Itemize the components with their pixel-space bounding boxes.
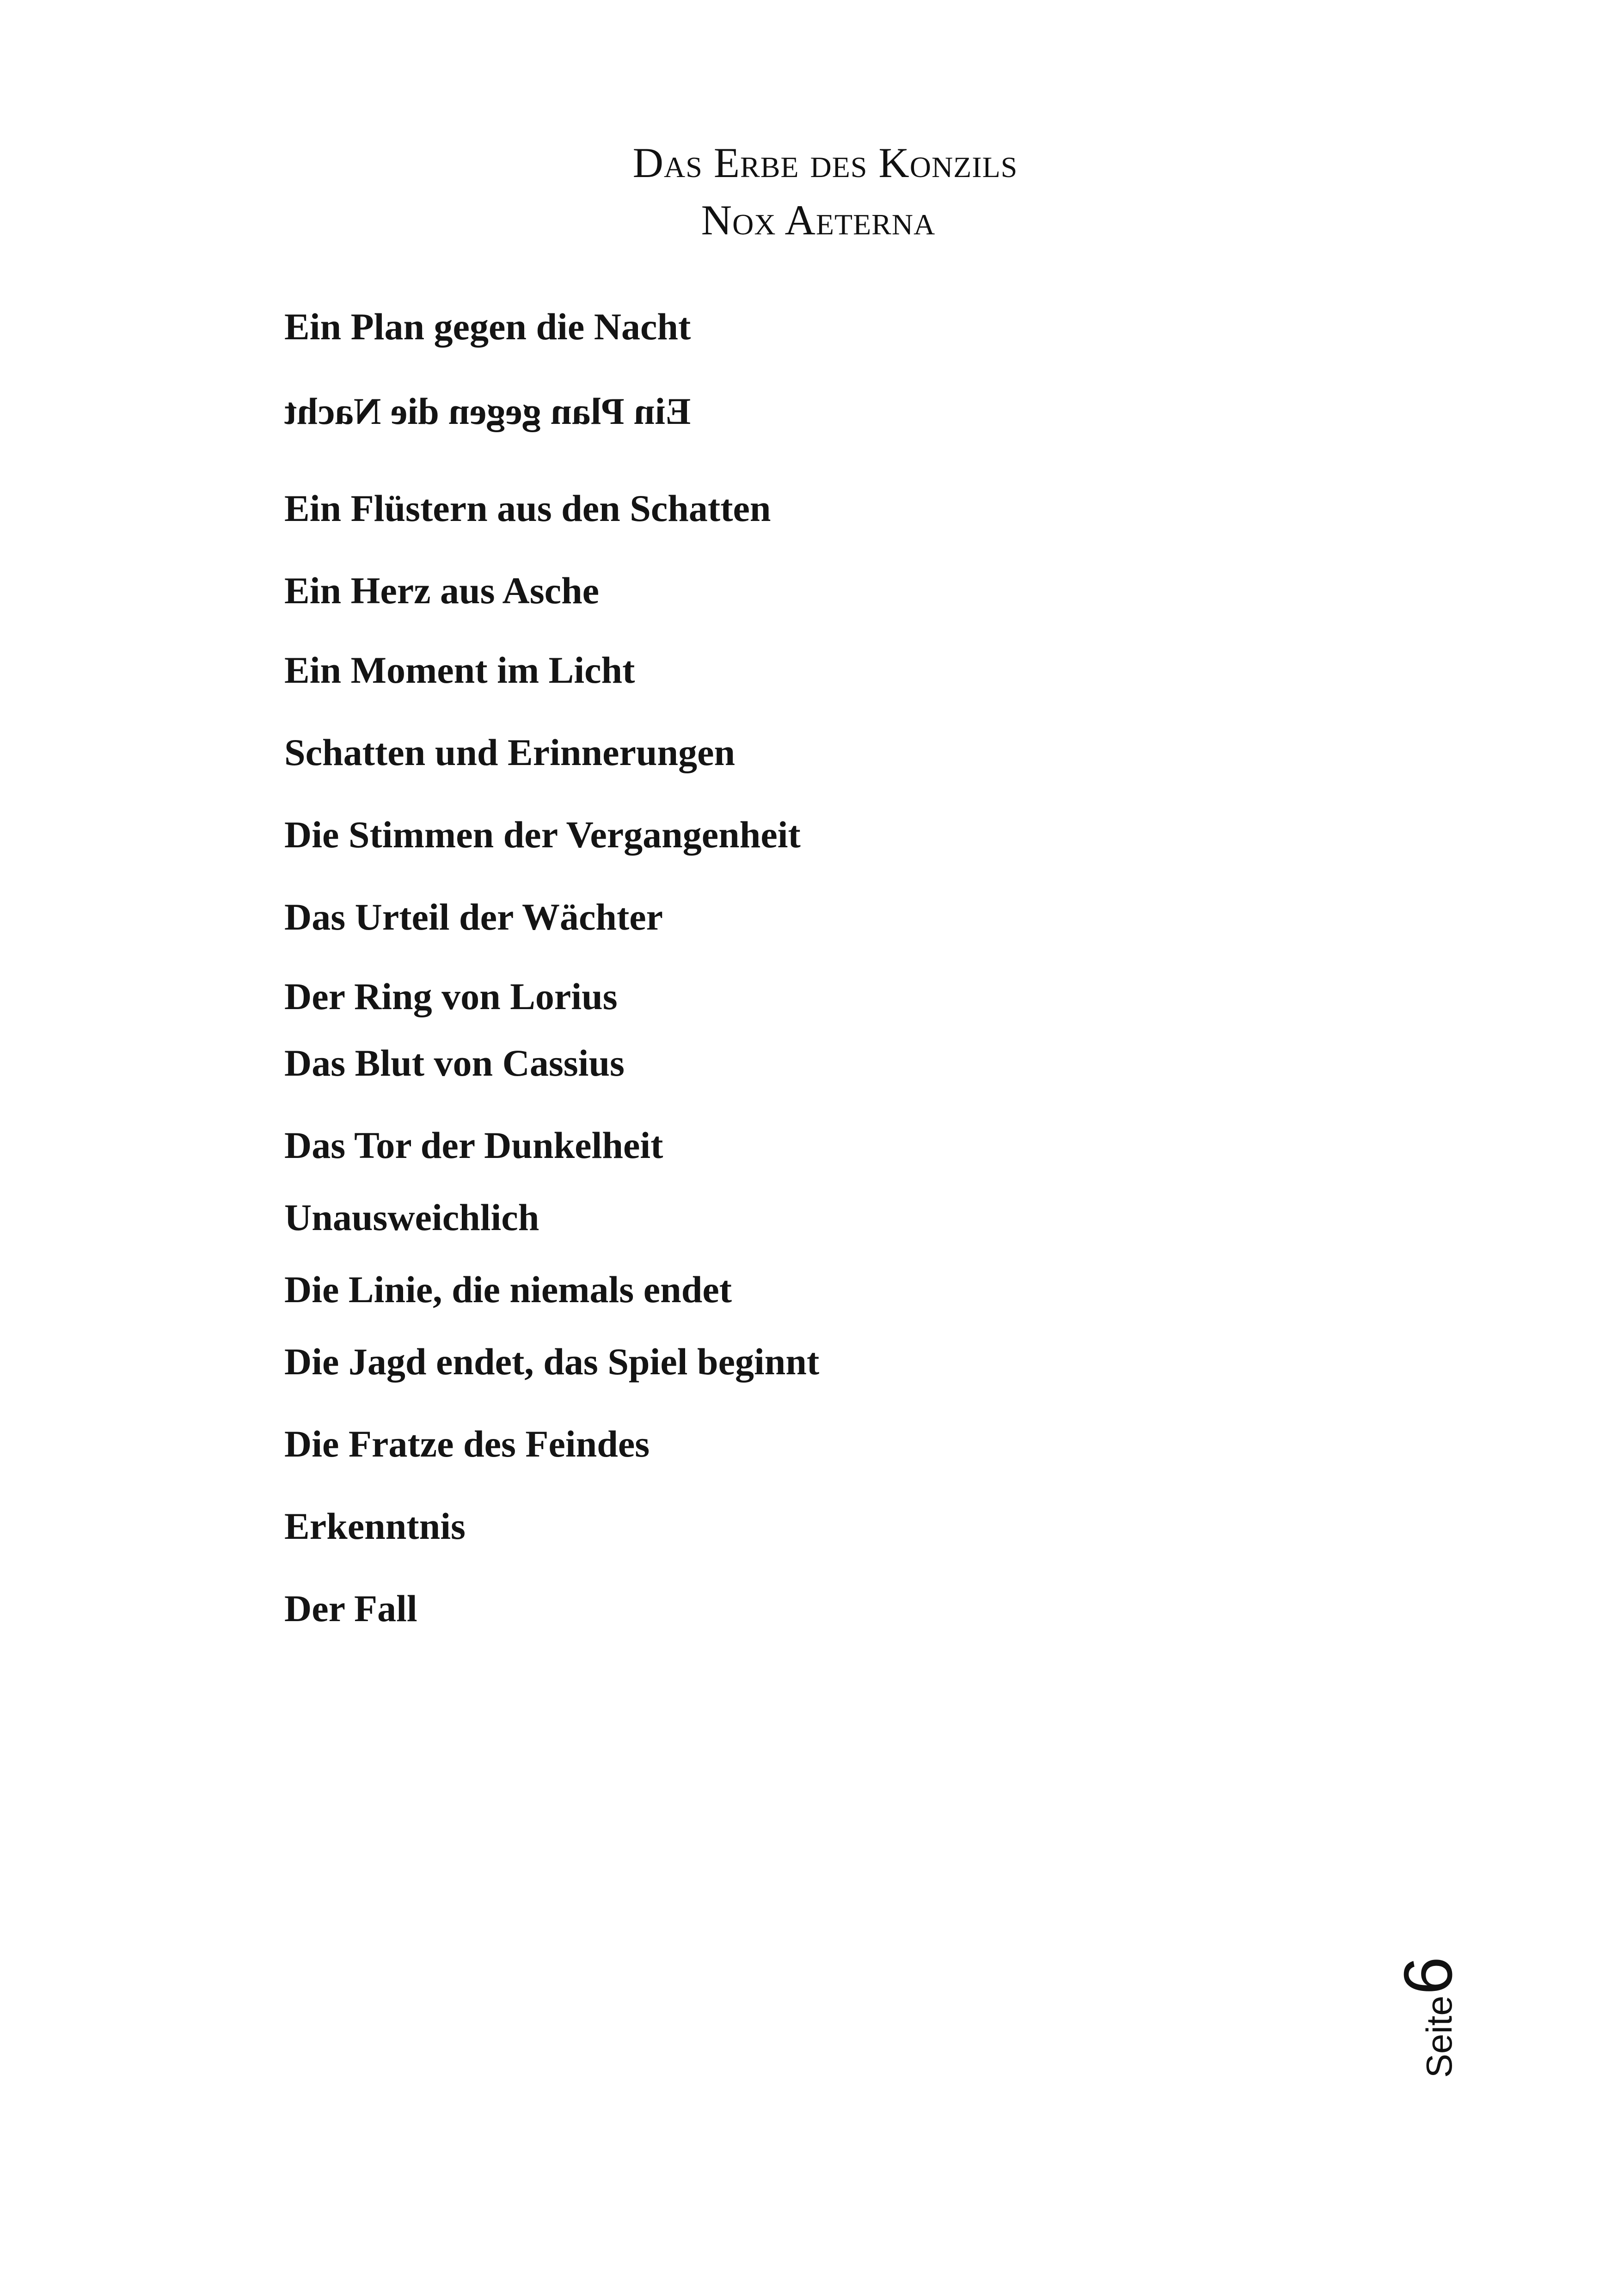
page-number-value: 6 xyxy=(1390,1956,1466,1995)
chapter-title: Unausweichlich xyxy=(284,1196,539,1238)
chapter-title-mirrored xyxy=(284,388,691,435)
chapter-title: Das Blut von Cassius xyxy=(284,1042,625,1084)
chapter-title: Das Tor der Dunkelheit xyxy=(284,1124,663,1166)
chapter-title: Die Stimmen der Vergangenheit xyxy=(284,814,801,856)
page-label: Seite xyxy=(1419,1996,1459,2078)
chapter-title: Der Fall xyxy=(284,1587,417,1629)
chapter-title: Der Ring von Lorius xyxy=(284,975,618,1017)
book-subtitle: Nox Aeterna xyxy=(701,196,936,244)
chapter-title: Die Fratze des Feindes xyxy=(284,1423,650,1465)
book-header xyxy=(0,134,1618,249)
chapter-title: Die Linie, die niemals endet xyxy=(284,1268,732,1310)
chapter-title: Ein Plan gegen die Nacht xyxy=(284,306,691,348)
chapter-title: Ein Moment im Licht xyxy=(284,649,635,691)
page-number xyxy=(1389,1870,1528,2078)
chapter-title: Die Jagd endet, das Spiel beginnt xyxy=(284,1341,820,1383)
chapter-title: Ein Flüstern aus den Schatten xyxy=(284,487,771,529)
chapter-title: Schatten und Erinnerungen xyxy=(284,731,735,773)
mirrored-text: Ein Plan gegen die Nacht xyxy=(284,390,691,432)
chapter-title: Erkenntnis xyxy=(284,1505,466,1547)
book-series-title: Das Erbe des Konzils xyxy=(632,139,1018,186)
chapter-title: Das Urteil der Wächter xyxy=(284,896,663,938)
chapter-title: Ein Herz aus Asche xyxy=(284,569,600,612)
